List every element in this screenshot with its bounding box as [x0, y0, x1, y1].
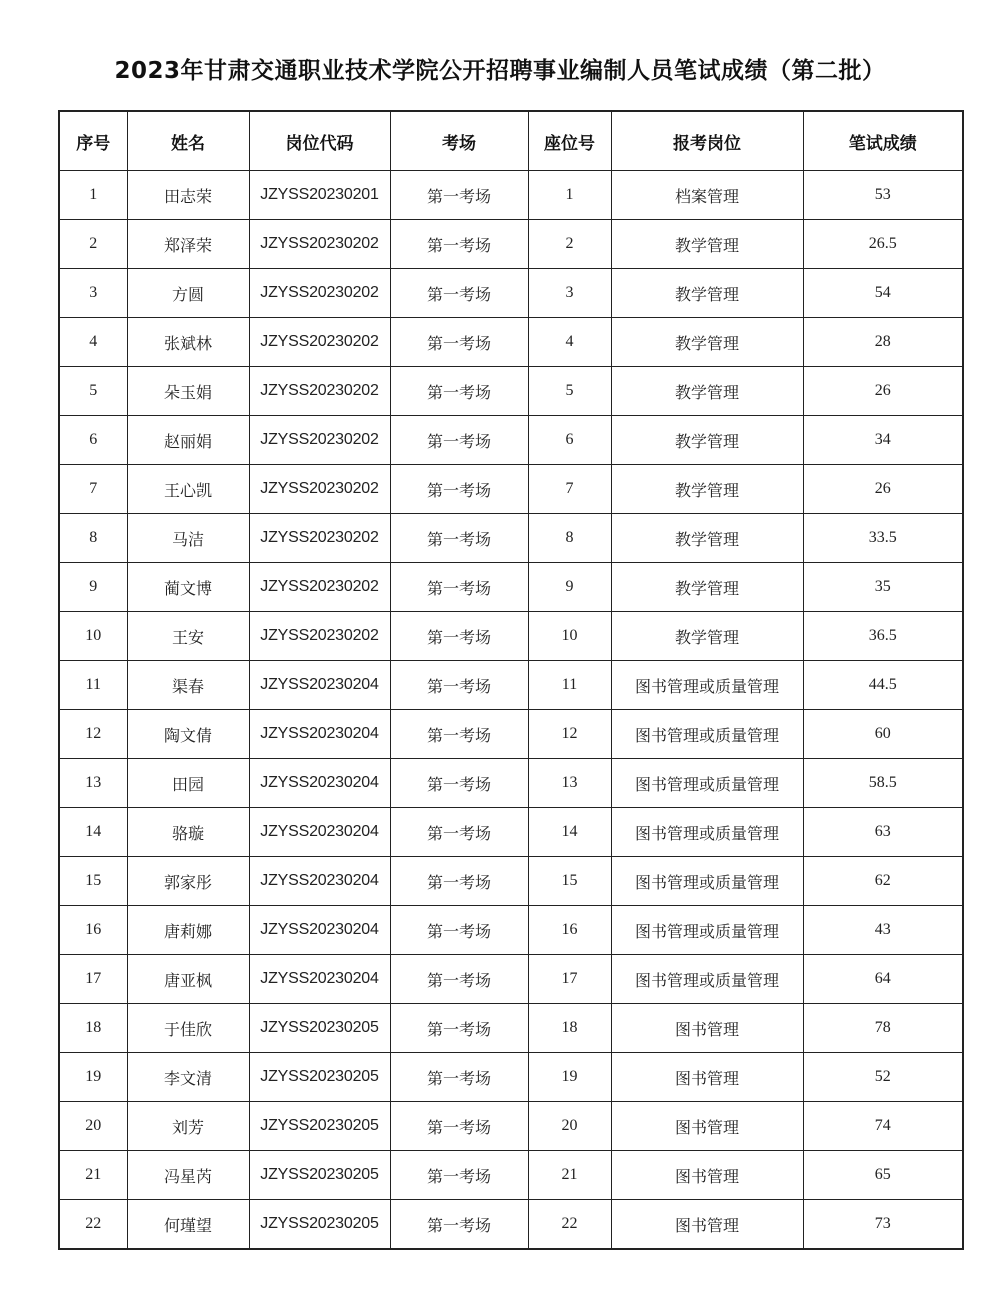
cell-score: 26.5	[803, 220, 963, 269]
cell-exam-room: 第一考场	[390, 661, 528, 710]
cell-applied-post: 教学管理	[611, 416, 803, 465]
cell-seat: 15	[528, 857, 611, 906]
header-score: 笔试成绩	[803, 111, 963, 171]
cell-name: 唐莉娜	[127, 906, 249, 955]
cell-applied-post: 教学管理	[611, 514, 803, 563]
cell-applied-post: 图书管理	[611, 1102, 803, 1151]
cell-serial: 22	[59, 1200, 127, 1250]
cell-score: 58.5	[803, 759, 963, 808]
cell-post-code: JZYSS20230204	[249, 808, 390, 857]
cell-seat: 11	[528, 661, 611, 710]
header-post-code: 岗位代码	[249, 111, 390, 171]
table-row	[59, 955, 963, 1004]
cell-seat: 3	[528, 269, 611, 318]
cell-post-code: JZYSS20230202	[249, 367, 390, 416]
cell-post-code: JZYSS20230205	[249, 1004, 390, 1053]
cell-score: 43	[803, 906, 963, 955]
cell-score: 74	[803, 1102, 963, 1151]
cell-post-code: JZYSS20230205	[249, 1102, 390, 1151]
cell-serial: 3	[59, 269, 127, 318]
table-body	[59, 171, 963, 1250]
cell-name: 田志荣	[127, 171, 249, 220]
cell-name: 方圆	[127, 269, 249, 318]
table-row	[59, 1004, 963, 1053]
cell-seat: 16	[528, 906, 611, 955]
cell-score: 35	[803, 563, 963, 612]
cell-serial: 18	[59, 1004, 127, 1053]
cell-score: 54	[803, 269, 963, 318]
cell-serial: 10	[59, 612, 127, 661]
cell-name: 郑泽荣	[127, 220, 249, 269]
cell-post-code: JZYSS20230202	[249, 416, 390, 465]
cell-applied-post: 教学管理	[611, 318, 803, 367]
cell-serial: 9	[59, 563, 127, 612]
cell-seat: 20	[528, 1102, 611, 1151]
cell-serial: 19	[59, 1053, 127, 1102]
cell-score: 28	[803, 318, 963, 367]
cell-seat: 18	[528, 1004, 611, 1053]
cell-name: 蔺文博	[127, 563, 249, 612]
cell-seat: 13	[528, 759, 611, 808]
cell-post-code: JZYSS20230205	[249, 1053, 390, 1102]
cell-score: 26	[803, 367, 963, 416]
cell-post-code: JZYSS20230204	[249, 661, 390, 710]
table-row	[59, 661, 963, 710]
cell-name: 李文清	[127, 1053, 249, 1102]
cell-serial: 7	[59, 465, 127, 514]
cell-exam-room: 第一考场	[390, 1200, 528, 1250]
cell-exam-room: 第一考场	[390, 318, 528, 367]
cell-applied-post: 图书管理或质量管理	[611, 857, 803, 906]
cell-post-code: JZYSS20230201	[249, 171, 390, 220]
table-row	[59, 416, 963, 465]
cell-applied-post: 教学管理	[611, 465, 803, 514]
cell-seat: 1	[528, 171, 611, 220]
cell-exam-room: 第一考场	[390, 955, 528, 1004]
cell-applied-post: 图书管理	[611, 1053, 803, 1102]
cell-exam-room: 第一考场	[390, 710, 528, 759]
cell-serial: 2	[59, 220, 127, 269]
cell-score: 64	[803, 955, 963, 1004]
table-row	[59, 906, 963, 955]
cell-serial: 14	[59, 808, 127, 857]
header-serial: 序号	[59, 111, 127, 171]
table-row	[59, 1200, 963, 1250]
cell-applied-post: 图书管理	[611, 1200, 803, 1250]
cell-applied-post: 图书管理或质量管理	[611, 906, 803, 955]
cell-applied-post: 档案管理	[611, 171, 803, 220]
cell-serial: 12	[59, 710, 127, 759]
cell-post-code: JZYSS20230204	[249, 906, 390, 955]
cell-name: 朵玉娟	[127, 367, 249, 416]
cell-seat: 19	[528, 1053, 611, 1102]
table-row	[59, 269, 963, 318]
cell-score: 78	[803, 1004, 963, 1053]
cell-applied-post: 图书管理或质量管理	[611, 955, 803, 1004]
cell-serial: 4	[59, 318, 127, 367]
cell-exam-room: 第一考场	[390, 367, 528, 416]
cell-score: 26	[803, 465, 963, 514]
score-table	[58, 110, 964, 1250]
cell-serial: 1	[59, 171, 127, 220]
cell-applied-post: 图书管理或质量管理	[611, 759, 803, 808]
cell-name: 于佳欣	[127, 1004, 249, 1053]
cell-serial: 15	[59, 857, 127, 906]
header-exam-room: 考场	[390, 111, 528, 171]
table-row	[59, 220, 963, 269]
cell-serial: 21	[59, 1151, 127, 1200]
cell-name: 何瑾望	[127, 1200, 249, 1250]
table-row	[59, 710, 963, 759]
cell-exam-room: 第一考场	[390, 220, 528, 269]
cell-seat: 12	[528, 710, 611, 759]
cell-name: 张斌林	[127, 318, 249, 367]
cell-seat: 5	[528, 367, 611, 416]
cell-seat: 2	[528, 220, 611, 269]
cell-name: 冯星芮	[127, 1151, 249, 1200]
cell-exam-room: 第一考场	[390, 465, 528, 514]
table-row	[59, 514, 963, 563]
cell-score: 53	[803, 171, 963, 220]
cell-applied-post: 教学管理	[611, 367, 803, 416]
cell-applied-post: 教学管理	[611, 612, 803, 661]
cell-name: 骆璇	[127, 808, 249, 857]
cell-name: 马洁	[127, 514, 249, 563]
cell-seat: 7	[528, 465, 611, 514]
cell-score: 63	[803, 808, 963, 857]
table-row	[59, 857, 963, 906]
cell-exam-room: 第一考场	[390, 857, 528, 906]
cell-score: 60	[803, 710, 963, 759]
cell-score: 65	[803, 1151, 963, 1200]
table-row	[59, 563, 963, 612]
table-row	[59, 808, 963, 857]
cell-serial: 20	[59, 1102, 127, 1151]
table-row	[59, 759, 963, 808]
cell-exam-room: 第一考场	[390, 563, 528, 612]
cell-serial: 8	[59, 514, 127, 563]
table-row	[59, 318, 963, 367]
cell-score: 44.5	[803, 661, 963, 710]
cell-exam-room: 第一考场	[390, 906, 528, 955]
cell-applied-post: 图书管理或质量管理	[611, 710, 803, 759]
cell-exam-room: 第一考场	[390, 1004, 528, 1053]
cell-name: 唐亚枫	[127, 955, 249, 1004]
cell-exam-room: 第一考场	[390, 759, 528, 808]
header-applied-post: 报考岗位	[611, 111, 803, 171]
cell-serial: 11	[59, 661, 127, 710]
cell-post-code: JZYSS20230202	[249, 269, 390, 318]
cell-seat: 21	[528, 1151, 611, 1200]
cell-post-code: JZYSS20230205	[249, 1200, 390, 1250]
cell-seat: 10	[528, 612, 611, 661]
cell-exam-room: 第一考场	[390, 171, 528, 220]
cell-post-code: JZYSS20230204	[249, 710, 390, 759]
cell-name: 赵丽娟	[127, 416, 249, 465]
cell-applied-post: 图书管理或质量管理	[611, 661, 803, 710]
cell-name: 渠春	[127, 661, 249, 710]
cell-exam-room: 第一考场	[390, 808, 528, 857]
cell-post-code: JZYSS20230202	[249, 612, 390, 661]
cell-applied-post: 教学管理	[611, 269, 803, 318]
cell-post-code: JZYSS20230202	[249, 318, 390, 367]
cell-seat: 17	[528, 955, 611, 1004]
cell-name: 郭家彤	[127, 857, 249, 906]
cell-serial: 13	[59, 759, 127, 808]
cell-seat: 22	[528, 1200, 611, 1250]
cell-exam-room: 第一考场	[390, 612, 528, 661]
cell-applied-post: 图书管理	[611, 1151, 803, 1200]
cell-serial: 6	[59, 416, 127, 465]
cell-name: 刘芳	[127, 1102, 249, 1151]
cell-seat: 9	[528, 563, 611, 612]
header-row	[59, 111, 963, 171]
cell-post-code: JZYSS20230204	[249, 857, 390, 906]
cell-post-code: JZYSS20230204	[249, 759, 390, 808]
table-row	[59, 171, 963, 220]
cell-post-code: JZYSS20230202	[249, 563, 390, 612]
cell-serial: 17	[59, 955, 127, 1004]
cell-post-code: JZYSS20230205	[249, 1151, 390, 1200]
table-row	[59, 465, 963, 514]
cell-exam-room: 第一考场	[390, 416, 528, 465]
table-row	[59, 1102, 963, 1151]
document-title: 2023年甘肃交通职业技术学院公开招聘事业编制人员笔试成绩（第二批）	[114, 58, 886, 84]
cell-score: 52	[803, 1053, 963, 1102]
cell-seat: 6	[528, 416, 611, 465]
cell-serial: 5	[59, 367, 127, 416]
cell-exam-room: 第一考场	[390, 1053, 528, 1102]
table-row	[59, 367, 963, 416]
cell-serial: 16	[59, 906, 127, 955]
cell-seat: 4	[528, 318, 611, 367]
cell-name: 陶文倩	[127, 710, 249, 759]
cell-name: 王安	[127, 612, 249, 661]
cell-post-code: JZYSS20230202	[249, 220, 390, 269]
cell-post-code: JZYSS20230202	[249, 465, 390, 514]
cell-score: 62	[803, 857, 963, 906]
table-row	[59, 612, 963, 661]
cell-applied-post: 教学管理	[611, 220, 803, 269]
cell-name: 王心凯	[127, 465, 249, 514]
cell-exam-room: 第一考场	[390, 269, 528, 318]
cell-exam-room: 第一考场	[390, 1151, 528, 1200]
cell-score: 34	[803, 416, 963, 465]
cell-post-code: JZYSS20230202	[249, 514, 390, 563]
table-row	[59, 1053, 963, 1102]
table-row	[59, 1151, 963, 1200]
cell-score: 73	[803, 1200, 963, 1250]
header-seat: 座位号	[528, 111, 611, 171]
cell-applied-post: 图书管理	[611, 1004, 803, 1053]
cell-applied-post: 图书管理或质量管理	[611, 808, 803, 857]
cell-exam-room: 第一考场	[390, 1102, 528, 1151]
cell-seat: 14	[528, 808, 611, 857]
header-name: 姓名	[127, 111, 249, 171]
cell-name: 田园	[127, 759, 249, 808]
cell-applied-post: 教学管理	[611, 563, 803, 612]
cell-exam-room: 第一考场	[390, 514, 528, 563]
cell-score: 36.5	[803, 612, 963, 661]
cell-seat: 8	[528, 514, 611, 563]
cell-post-code: JZYSS20230204	[249, 955, 390, 1004]
cell-score: 33.5	[803, 514, 963, 563]
